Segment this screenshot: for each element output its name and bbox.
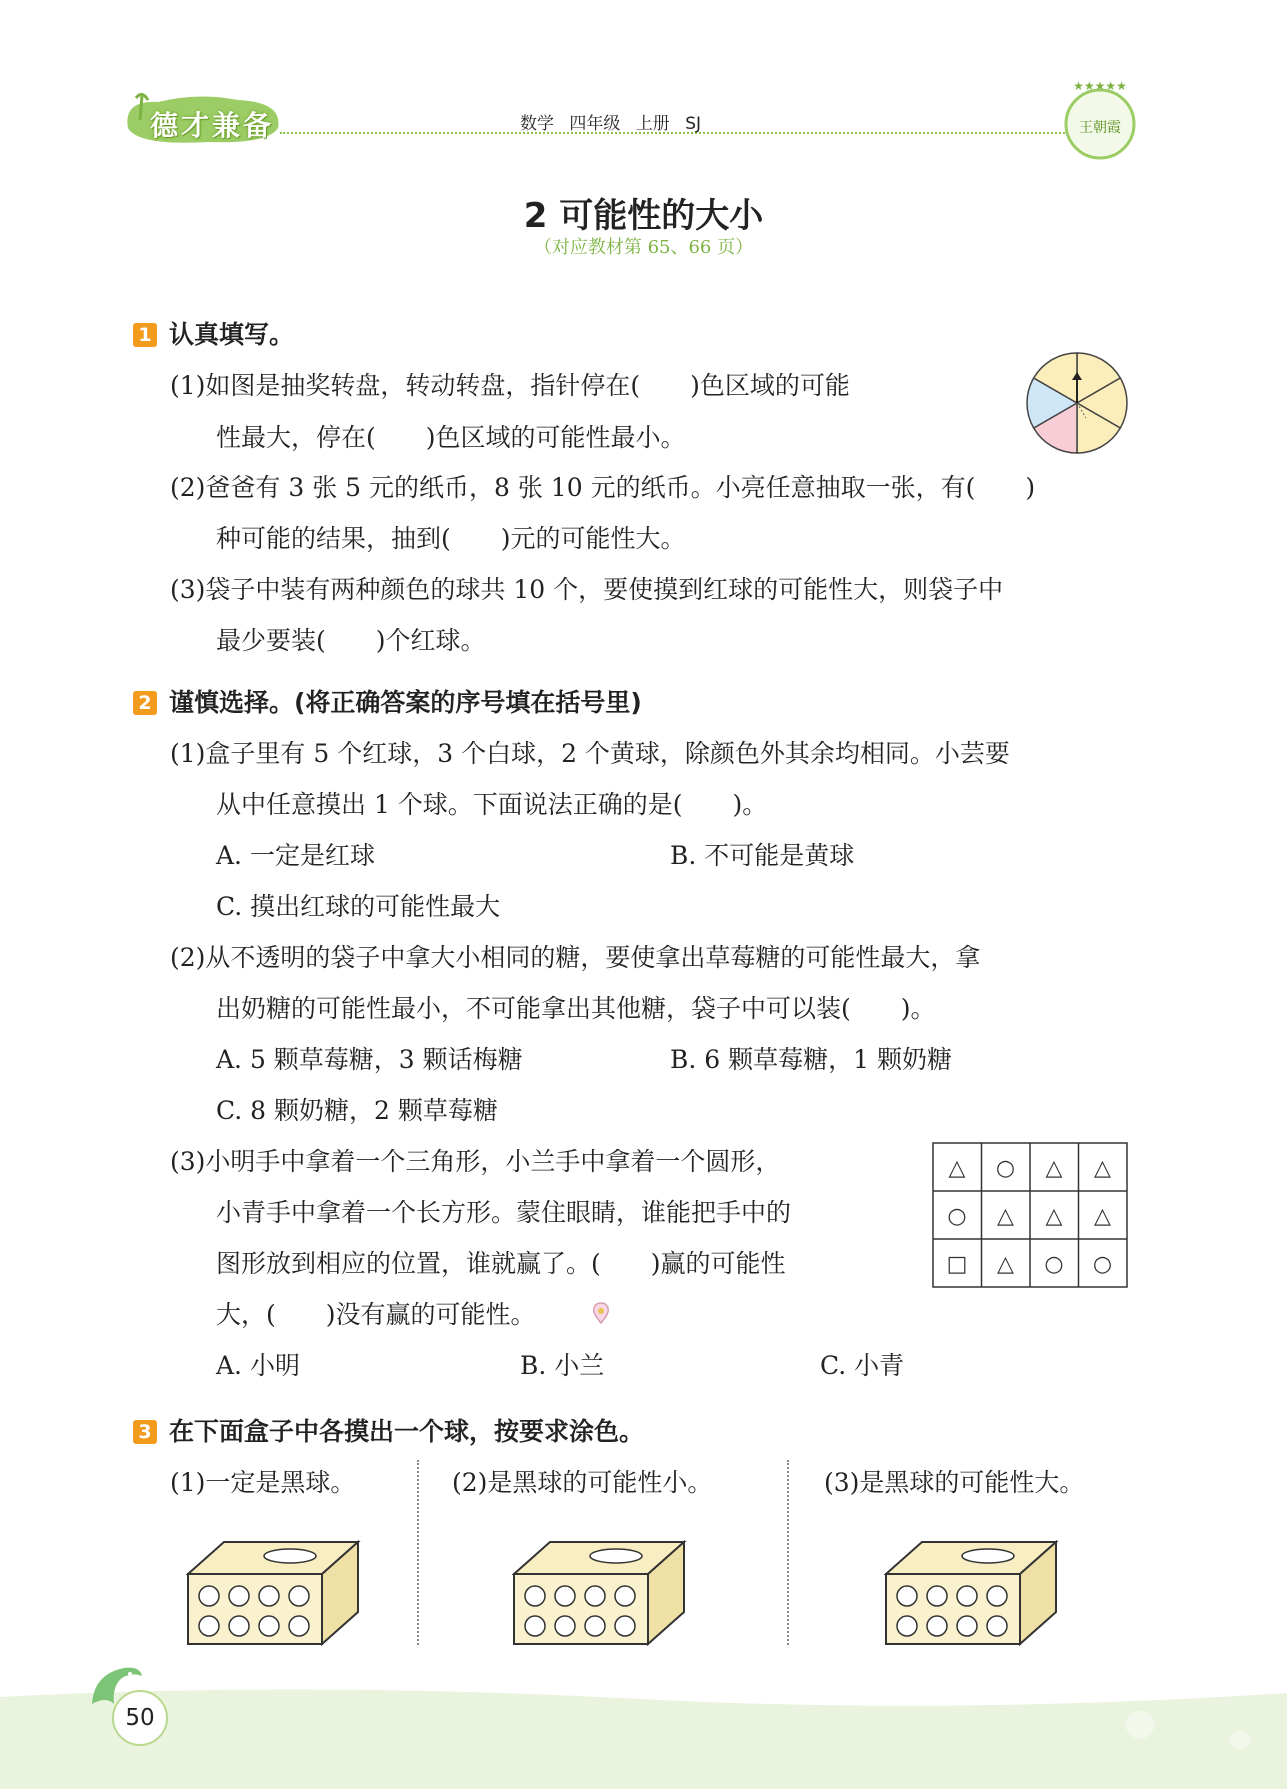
ball-circle[interactable] <box>897 1586 917 1606</box>
s1-q3-line2: 最少要装( )个红球。 <box>216 626 486 655</box>
ball-circle[interactable] <box>585 1616 605 1636</box>
section-2-number: 2 <box>133 691 157 715</box>
grid-cell: ○ <box>1092 1252 1113 1277</box>
s3-divider-2 <box>787 1460 789 1645</box>
s2-q2-option-c: C. 8 颗奶糖，2 颗草莓糖 <box>216 1096 498 1125</box>
section-2-title: 谨慎选择。(将正确答案的序号填在括号里) <box>169 688 642 717</box>
grid-cell: △ <box>1094 1156 1111 1181</box>
ball-circle[interactable] <box>525 1616 545 1636</box>
s2-q1-line1: (1)盒子里有 5 个红球，3 个白球，2 个黄球，除颜色外其余均相同。小芸要 <box>170 739 1010 768</box>
ball-circle[interactable] <box>289 1586 309 1606</box>
s3-col2-label: (2)是黑球的可能性小。 <box>452 1468 713 1497</box>
ball-circle[interactable] <box>229 1616 249 1636</box>
header-subject: 数学 四年级 上册 SJ <box>520 114 702 134</box>
s2-q2-option-b: B. 6 颗草莓糖，1 颗奶糖 <box>670 1045 952 1074</box>
ball-circle[interactable] <box>987 1616 1007 1636</box>
ball-circle[interactable] <box>229 1586 249 1606</box>
s2-q1-option-c: C. 摸出红球的可能性最大 <box>216 892 501 921</box>
ball-box-1[interactable] <box>186 1540 361 1646</box>
ball-circle[interactable] <box>615 1616 635 1636</box>
ball-circle[interactable] <box>259 1616 279 1636</box>
s1-q2-line2: 种可能的结果，抽到( )元的可能性大。 <box>216 524 686 553</box>
s1-q3-line1: (3)袋子中装有两种颜色的球共 10 个，要使摸到红球的可能性大，则袋子中 <box>170 575 1004 604</box>
s3-col1-label: (1)一定是黑球。 <box>170 1468 356 1497</box>
section-3-heading <box>133 1412 644 1448</box>
s2-q3-line3: 图形放到相应的位置，谁就赢了。( )赢的可能性 <box>216 1249 786 1278</box>
section-1-number: 1 <box>133 323 157 347</box>
ball-circle[interactable] <box>525 1586 545 1606</box>
ball-circle[interactable] <box>897 1616 917 1636</box>
grid-cell: ○ <box>1044 1252 1064 1277</box>
s2-q3-line4: 大，( )没有赢的可能性。 <box>216 1300 536 1329</box>
s1-q2-line1: (2)爸爸有 3 张 5 元的纸币，8 张 10 元的纸币。小亮任意抽取一张，有( ) <box>170 473 1036 502</box>
grid-cell: △ <box>1094 1204 1111 1229</box>
ball-circle[interactable] <box>199 1616 219 1636</box>
ball-circle[interactable] <box>927 1586 947 1606</box>
ball-circle[interactable] <box>987 1586 1007 1606</box>
lesson-title: 2 可能性的大小 <box>523 196 764 236</box>
grid-cell: △ <box>997 1252 1014 1277</box>
grid-cell: ○ <box>947 1204 967 1229</box>
box-opening <box>590 1549 642 1563</box>
section-3-title: 在下面盒子中各摸出一个球，按要求涂色。 <box>169 1417 645 1446</box>
grid-cell: △ <box>1045 1204 1063 1229</box>
emblem-text: 王朝霞 <box>1079 120 1121 136</box>
s2-q2-line2: 出奶糖的可能性最小，不可能拿出其他糖，袋子中可以装( )。 <box>216 994 936 1023</box>
s3-divider-1 <box>417 1460 419 1645</box>
s2-q1-option-b: B. 不可能是黄球 <box>670 841 855 870</box>
s2-q3-option-b: B. 小兰 <box>520 1351 605 1380</box>
ball-circle[interactable] <box>957 1616 977 1636</box>
page-number: 50 <box>112 1690 168 1746</box>
box-opening <box>962 1549 1014 1563</box>
s1-q1-line2: 性最大，停在( )色区域的可能性最小。 <box>216 423 686 452</box>
s2-q2-line1: (2)从不透明的袋子中拿大小相同的糖，要使拿出草莓糖的可能性最大，拿 <box>170 943 981 972</box>
grid-cell: □ <box>946 1252 968 1277</box>
section-1-title: 认真填写。 <box>169 320 295 349</box>
s2-q3-line1: (3)小明手中拿着一个三角形，小兰手中拿着一个圆形， <box>170 1147 781 1176</box>
ball-circle[interactable] <box>289 1616 309 1636</box>
grid-cell: ○ <box>995 1156 1016 1181</box>
ball-circle[interactable] <box>585 1586 605 1606</box>
s2-q3-line2: 小青手中拿着一个长方形。蒙住眼睛，谁能把手中的 <box>216 1198 792 1227</box>
footer-wave <box>0 1685 1287 1789</box>
section-1-heading <box>133 315 294 351</box>
grid-cell: △ <box>1045 1156 1063 1181</box>
ball-circle[interactable] <box>555 1616 575 1636</box>
grid-cell: △ <box>948 1156 966 1181</box>
svg-text:★★★★★: ★★★★★ <box>1073 79 1127 93</box>
s2-q3-option-c: C. 小青 <box>820 1351 905 1380</box>
ball-circle[interactable] <box>927 1616 947 1636</box>
shape-grid <box>932 1142 1128 1288</box>
s2-q3-option-a: A. 小明 <box>216 1351 300 1380</box>
lesson-textbook-reference: （对应教材第 65、66 页） <box>533 237 754 258</box>
location-pin-icon <box>590 1301 612 1327</box>
ball-circle[interactable] <box>555 1586 575 1606</box>
ball-circle[interactable] <box>957 1586 977 1606</box>
s1-q1-line1: (1)如图是抽奖转盘，转动转盘，指针停在( )色区域的可能 <box>170 371 850 400</box>
brand-logo-text: 德才兼备 <box>150 109 275 142</box>
ball-circle[interactable] <box>259 1586 279 1606</box>
s3-col3-label: (3)是黑球的可能性大。 <box>824 1468 1085 1497</box>
s2-q2-option-a: A. 5 颗草莓糖，3 颗话梅糖 <box>216 1045 523 1074</box>
s2-q1-line2: 从中任意摸出 1 个球。下面说法正确的是( )。 <box>216 790 768 819</box>
ball-box-2[interactable] <box>512 1540 687 1646</box>
ball-circle[interactable] <box>615 1586 635 1606</box>
section-3-number: 3 <box>133 1420 157 1444</box>
s2-q1-option-a: A. 一定是红球 <box>216 841 375 870</box>
ball-circle[interactable] <box>199 1586 219 1606</box>
grid-cell: △ <box>997 1204 1014 1229</box>
box-opening <box>264 1549 316 1563</box>
publisher-emblem <box>1060 76 1140 166</box>
section-2-heading <box>133 683 642 719</box>
lottery-spinner <box>1024 350 1130 456</box>
ball-box-3[interactable] <box>884 1540 1059 1646</box>
